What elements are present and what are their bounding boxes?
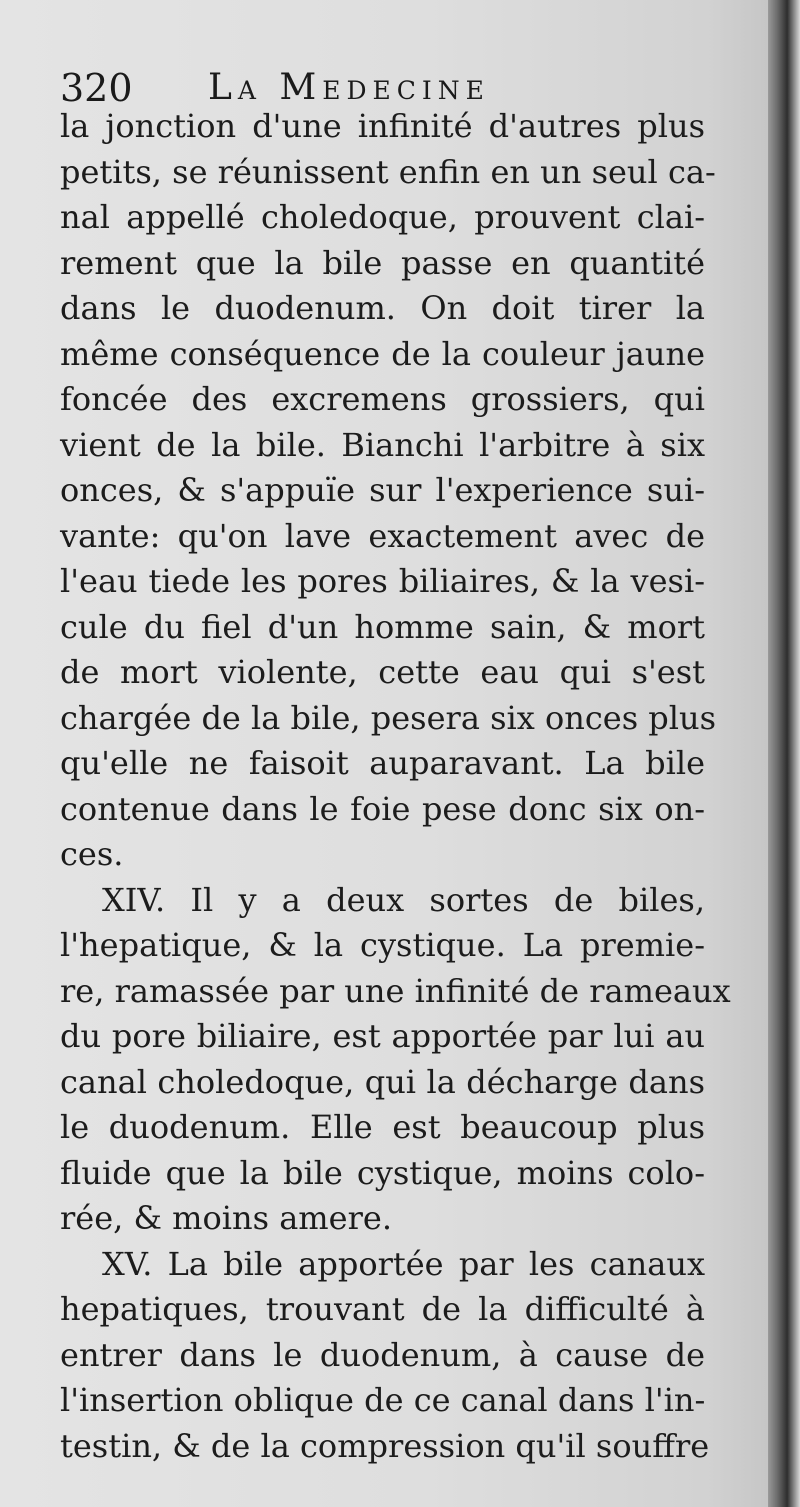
text-line: le duodenum. Elle est beaucoup plus: [60, 1108, 705, 1146]
text-line: cule du fiel d'un homme sain, & mort: [60, 607, 705, 646]
text-line: qu'elle ne faisoit auparavant. La bile: [60, 744, 705, 782]
text-line: de mort violente, cette eau qui s'est: [60, 653, 705, 691]
text-line: petits, se réunissent enfin en un seul ca-: [60, 152, 716, 191]
text-line: vient de la bile. Bianchi l'arbitre à six: [60, 425, 705, 464]
text-line: nal appellé choledoque, prouvent clai-: [60, 198, 705, 236]
text-line: même conséquence de la couleur jaune: [60, 334, 705, 373]
text-line: chargée de la bile, pesera six onces plus: [60, 698, 717, 737]
page-header: [60, 62, 620, 110]
text-line: vante: qu'on lave exactement avec de: [60, 516, 705, 555]
text-line: contenue dans le foie pese donc six on-: [60, 789, 705, 828]
text-line: testin, & de la compression qu'il souffre: [60, 1426, 710, 1465]
text-line: hepatiques, trouvant de la difficulté à: [60, 1290, 705, 1328]
text-line: foncée des excremens grossiers, qui: [60, 380, 705, 418]
page-number: 320: [60, 66, 133, 110]
section-heading-line: XV. La bile apportée par les canaux: [102, 1244, 705, 1283]
text-line: rée, & moins amere.: [60, 1199, 392, 1237]
text-line: fluide que la bile cystique, moins colo-: [60, 1153, 705, 1192]
text-line: l'hepatique, & la cystique. La premie-: [60, 926, 705, 964]
text-line: l'insertion oblique de ce canal dans l'in-: [60, 1381, 706, 1419]
book-gutter: [768, 0, 800, 1507]
text-line: dans le duodenum. On doit tirer la: [60, 289, 705, 327]
section-heading-line: XIV. Il y a deux sortes de biles,: [102, 880, 705, 919]
text-line: rement que la bile passe en quantité: [60, 243, 705, 282]
text-line: entrer dans le duodenum, à cause de: [60, 1335, 705, 1374]
text-line: canal choledoque, qui la décharge dans: [60, 1062, 705, 1101]
text-line: ces.: [60, 835, 124, 873]
running-head: La Medecine: [208, 67, 490, 108]
text-line: du pore biliaire, est apportée par lui au: [60, 1017, 705, 1055]
text-line: l'eau tiede les pores biliaires, & la vesi-: [60, 562, 705, 600]
body-text: [60, 104, 731, 1469]
text-line: re, ramassée par une infinité de rameaux: [60, 971, 731, 1010]
text-line: la jonction d'une infinité d'autres plus: [60, 107, 705, 145]
text-line: onces, & s'appuïe sur l'experience sui-: [60, 471, 705, 509]
